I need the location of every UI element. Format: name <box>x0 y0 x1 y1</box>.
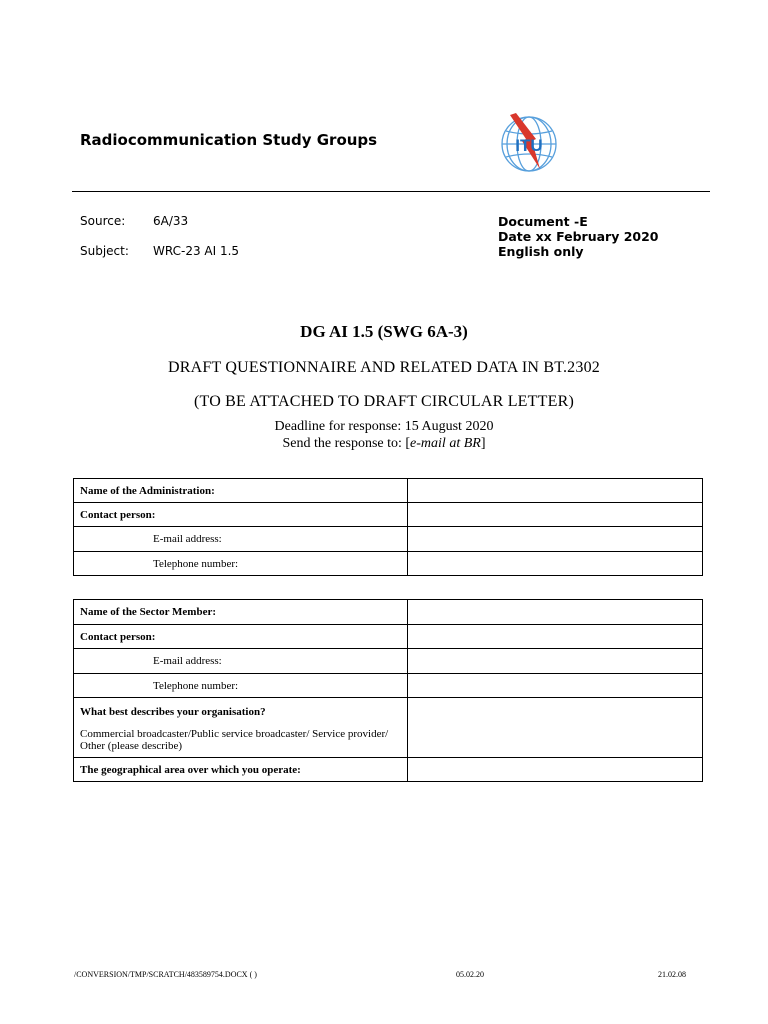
contact-person-field[interactable] <box>408 625 703 649</box>
document-number: Document -E <box>498 214 588 229</box>
footer-date-1: 05.02.20 <box>456 970 484 979</box>
svg-text:ITU: ITU <box>515 136 543 155</box>
geographical-area-field[interactable] <box>408 758 703 782</box>
sector-member-name-field[interactable] <box>408 600 703 625</box>
sector-member-name-label: Name of the Sector Member: <box>74 600 408 625</box>
source-label: Source: <box>80 214 126 228</box>
administration-name-field[interactable] <box>408 479 703 503</box>
telephone-field[interactable] <box>408 674 703 698</box>
email-field[interactable] <box>408 649 703 674</box>
subject-value: WRC-23 AI 1.5 <box>153 244 240 258</box>
table-row <box>74 600 703 625</box>
sector-member-table <box>73 599 703 782</box>
telephone-field[interactable] <box>408 552 703 576</box>
table-row <box>74 698 703 758</box>
organisation-type-options: Commercial broadcaster/Public service broadcaster/ Service provider/ Other (please describe) <box>80 728 389 752</box>
organisation-type-label: What best describes your organisation? <box>80 706 266 718</box>
geographical-area-label: The geographical area over which you operate: <box>74 758 408 782</box>
questionnaire-title: DRAFT QUESTIONNAIRE AND RELATED DATA IN BT.2302 <box>168 359 600 376</box>
document-language: English only <box>498 244 584 259</box>
organisation-type-field[interactable] <box>408 698 703 758</box>
administration-name-label: Name of the Administration: <box>74 479 408 503</box>
footer-file-path: /CONVERSION/TMP/SCRATCH/483589754.DOCX ( ) <box>74 970 257 979</box>
org-title: Radiocommunication Study Groups <box>80 131 378 149</box>
document-date: Date xx February 2020 <box>498 229 659 244</box>
table-row <box>74 674 703 698</box>
email-label: E-mail address: <box>74 649 408 674</box>
table-row <box>74 758 703 782</box>
administration-table <box>73 478 703 576</box>
table-row <box>74 649 703 674</box>
header-rule <box>72 191 710 192</box>
contact-person-field[interactable] <box>408 503 703 527</box>
send-response-text: Send the response to: [e-mail at BR] <box>282 436 486 451</box>
table-row <box>74 527 703 552</box>
organisation-type-cell <box>74 698 408 758</box>
subject-label: Subject: <box>80 244 129 258</box>
questionnaire-subtitle: (TO BE ATTACHED TO DRAFT CIRCULAR LETTER) <box>194 393 574 410</box>
email-field[interactable] <box>408 527 703 552</box>
email-label: E-mail address: <box>74 527 408 552</box>
source-value: 6A/33 <box>153 214 189 228</box>
deadline-text: Deadline for response: 15 August 2020 <box>274 419 494 434</box>
telephone-label: Telephone number: <box>74 552 408 576</box>
table-row <box>74 503 703 527</box>
table-row <box>74 479 703 503</box>
document-info <box>498 214 659 259</box>
table-row <box>74 552 703 576</box>
itu-logo <box>496 111 560 177</box>
group-heading: DG AI 1.5 (SWG 6A-3) <box>300 322 468 341</box>
email-placeholder: e-mail at BR <box>410 436 481 451</box>
table-row <box>74 625 703 649</box>
contact-person-label: Contact person: <box>74 503 408 527</box>
telephone-label: Telephone number: <box>74 674 408 698</box>
footer-date-2: 21.02.08 <box>658 970 686 979</box>
contact-person-label: Contact person: <box>74 625 408 649</box>
